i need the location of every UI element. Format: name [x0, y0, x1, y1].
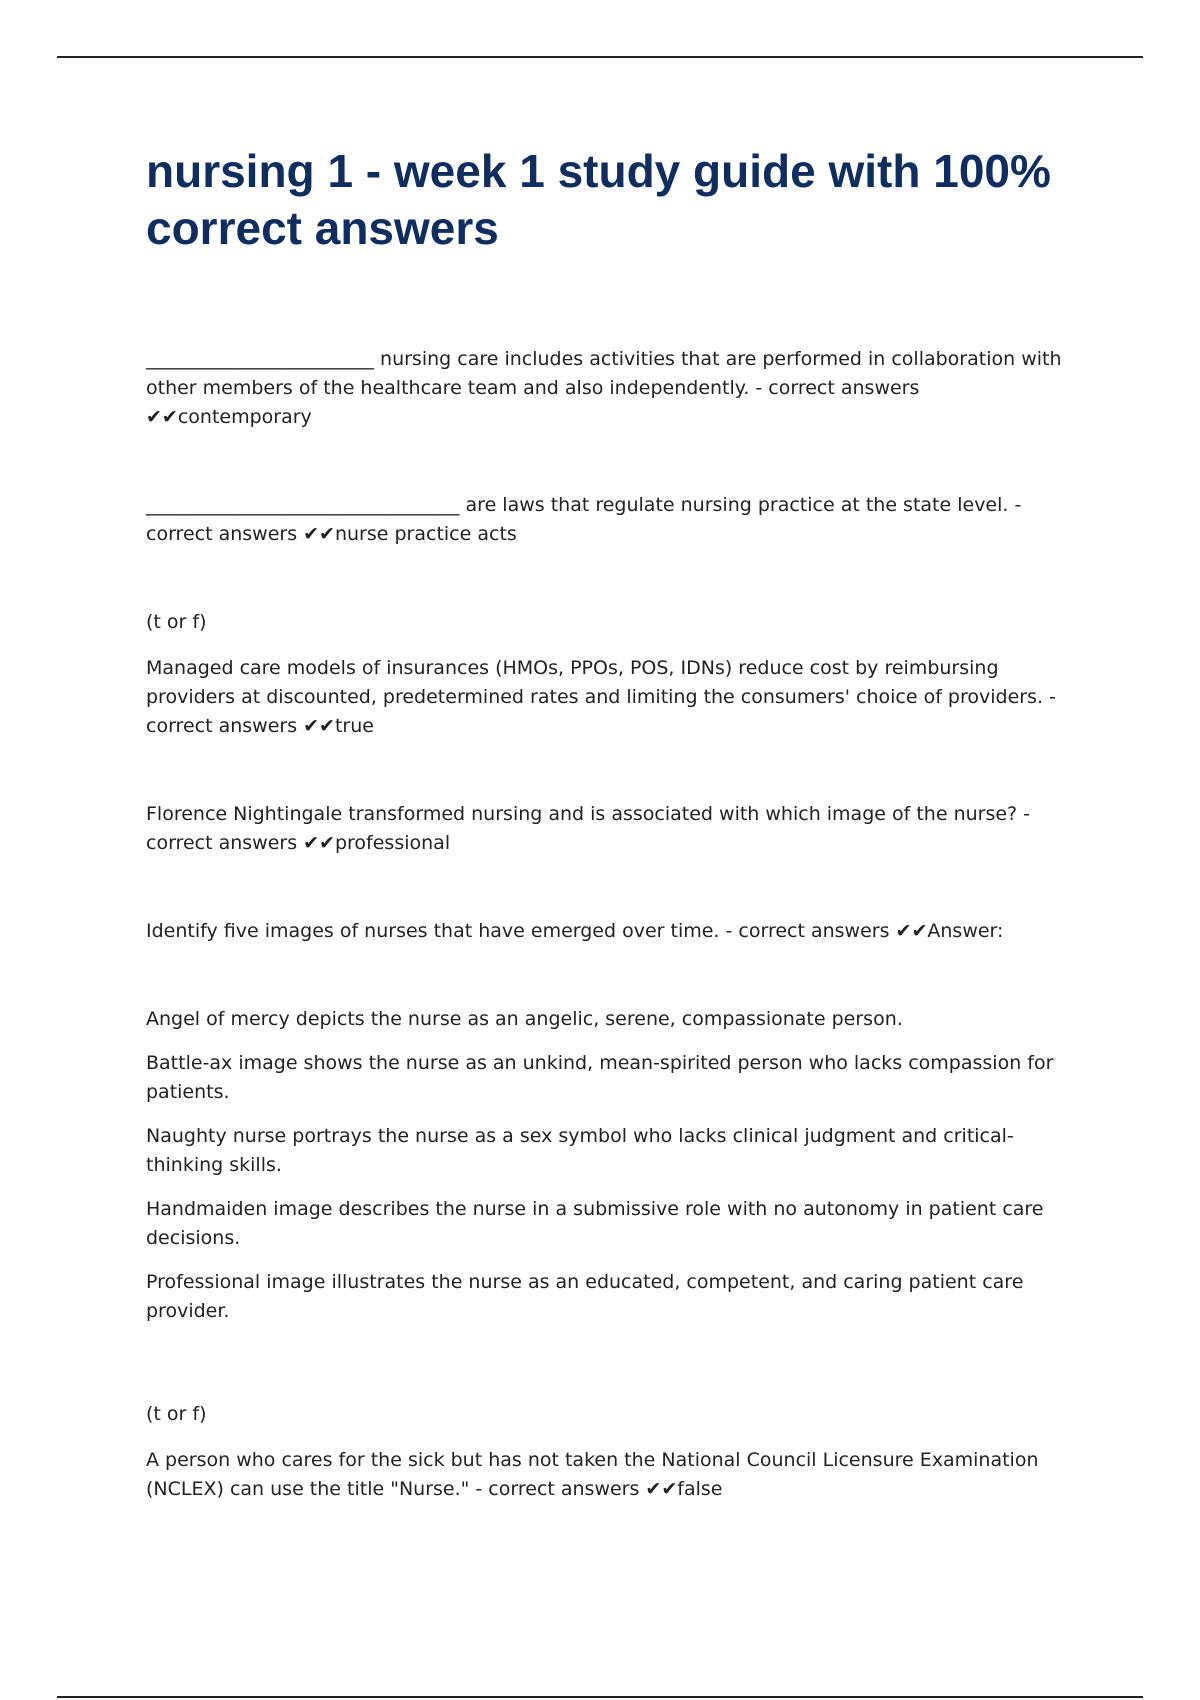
question-5-text: Identify five images of nurses that have emerged over time. - correct answers ✔✔Answer: — [146, 920, 1004, 942]
fill-in-blank: ________________________ — [146, 348, 374, 370]
answer-list-item: Professional image illustrates the nurse as an educated, competent, and caring patient care provider. — [146, 1271, 1024, 1322]
answer-list-item: Angel of mercy depicts the nurse as an angelic, serene, compassionate person. — [146, 1008, 903, 1030]
top-rule — [57, 56, 1143, 58]
question-4-text: Florence Nightingale transformed nursing and is associated with which image of the nurse? - correct answers ✔✔professional — [146, 803, 1031, 854]
answer-list-item: Battle-ax image shows the nurse as an unkind, mean-spirited person who lacks compassion for patients. — [146, 1052, 1054, 1103]
document-title: nursing 1 - week 1 study guide with 100% correct answers — [146, 145, 1051, 254]
question-6-text: A person who cares for the sick but has not taken the National Council Licensure Examination (NCLEX) can use the title "Nurse." - correct answers ✔✔false — [146, 1449, 1039, 1500]
document-body — [146, 345, 1081, 1504]
question-2-text: are laws that regulate nursing practice at the state level. - correct answers ✔✔nurse practice acts — [146, 494, 1022, 545]
question-2 — [146, 491, 1081, 549]
answer-list-item: Naughty nurse portrays the nurse as a sex symbol who lacks clinical judgment and critical-thinking skills. — [146, 1125, 1014, 1176]
answer-list-item: Handmaiden image describes the nurse in a submissive role with no autonomy in patient care decisions. — [146, 1198, 1044, 1249]
question-6-prefix: (t or f) — [146, 1403, 207, 1425]
question-3-text: Managed care models of insurances (HMOs, PPOs, POS, IDNs) reduce cost by reimbursing providers at discounted, predetermined rates and limiting the consumers' choice of providers. - correct answers ✔✔true — [146, 657, 1056, 737]
question-1-text: nursing care includes activities that are performed in collaboration with other members of the healthcare team and also independently. - correct answers ✔✔contemporary — [146, 348, 1062, 428]
fill-in-blank: _________________________________ — [146, 494, 460, 516]
question-3-prefix: (t or f) — [146, 611, 207, 633]
question-1 — [146, 345, 1081, 432]
bottom-rule — [57, 1696, 1143, 1698]
